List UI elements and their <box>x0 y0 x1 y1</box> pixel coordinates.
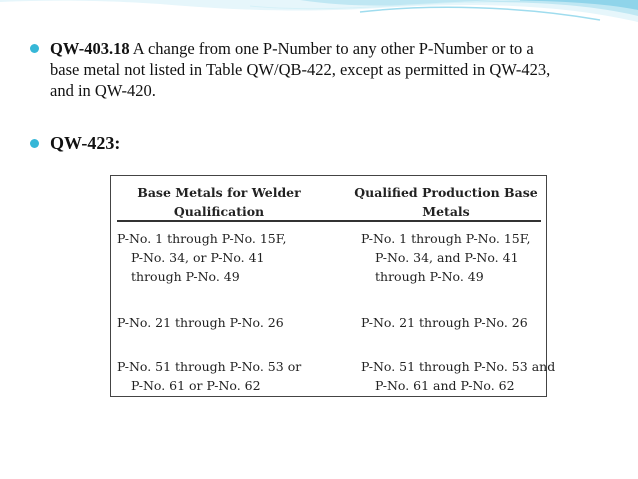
bullet-text-line-3: and in QW-420. <box>50 81 156 100</box>
bullet-dot-icon <box>30 44 39 53</box>
header-line: Metals <box>422 204 470 219</box>
cell-line: P-No. 1 through P-No. 15F, <box>361 231 531 246</box>
bullet-text-line-1: A change from one P-Number to any other P-Number or to a <box>129 39 534 58</box>
table-header-col1 <box>119 183 319 221</box>
table-cell-r3-c2 <box>361 357 555 395</box>
bullet-text-line-2: base metal not listed in Table QW/QB-422, except as permitted in QW-423, <box>50 60 551 79</box>
table-cell-r1-c1 <box>117 229 286 286</box>
header-line: Qualification <box>173 204 265 219</box>
cell-line: P-No. 51 through P-No. 53 or <box>117 359 302 374</box>
bullet-code: QW-403.18 <box>50 39 130 58</box>
cell-line: P-No. 21 through P-No. 26 <box>117 315 284 330</box>
table-cell-r1-c2 <box>361 229 530 286</box>
header-line: Qualified Production Base <box>354 185 538 200</box>
cell-line: P-No. 34, or P-No. 41 <box>131 250 265 265</box>
cell-line: P-No. 34, and P-No. 41 <box>375 250 519 265</box>
table-header-col2 <box>351 183 541 221</box>
header-wave-decoration <box>0 0 638 40</box>
cell-line: P-No. 21 through P-No. 26 <box>361 315 528 330</box>
cell-line: through P-No. 49 <box>375 269 484 284</box>
cell-line: P-No. 61 and P-No. 62 <box>375 378 515 393</box>
table-cell-r2-c1 <box>117 313 284 332</box>
table-cell-r3-c1 <box>117 357 301 395</box>
bullet-code: QW-423: <box>50 133 121 153</box>
header-rule <box>117 220 541 222</box>
cell-line: P-No. 51 through P-No. 53 and <box>361 359 556 374</box>
p-number-table <box>110 175 556 397</box>
table-cell-r2-c2 <box>361 313 528 332</box>
bullet-dot-icon <box>30 139 39 148</box>
bullet-qw-423 <box>30 133 120 154</box>
header-line: Base Metals for Welder <box>137 185 301 200</box>
cell-line: P-No. 61 or P-No. 62 <box>131 378 261 393</box>
cell-line: P-No. 1 through P-No. 15F, <box>117 231 287 246</box>
bullet-qw-403-18 <box>30 38 610 101</box>
bullet-text <box>50 38 550 101</box>
cell-line: through P-No. 49 <box>131 269 240 284</box>
